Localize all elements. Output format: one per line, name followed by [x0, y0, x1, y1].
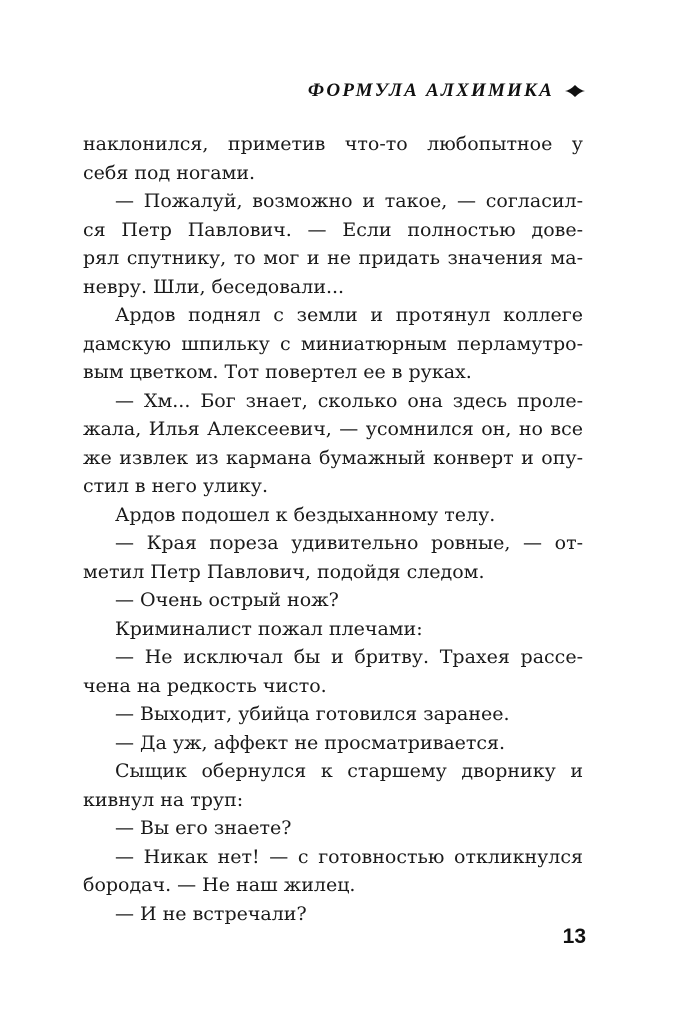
text-line: чена на редкость чисто.	[83, 674, 327, 697]
text-line: бородач. — Не наш жилец.	[83, 874, 356, 896]
page-number: 13	[562, 925, 586, 948]
text-line: — Да уж, аффект не просматривается.	[115, 731, 506, 754]
text-line: — Очень острый нож?	[115, 589, 339, 611]
text-line: — Вы его знаете?	[115, 817, 292, 839]
text-line: — Края пореза удивительно ровные, — от-	[115, 532, 583, 554]
text-line: — Хм... Бог знает, сколько она здесь проле-	[115, 389, 583, 412]
text-line: Сыщик обернулся к старшему дворнику и	[115, 760, 583, 782]
text-line: — Выходит, убийца готовился заранее.	[115, 703, 510, 725]
text-line: стил в него улику.	[83, 475, 269, 497]
text-line: наклонился, приметив что-то любопытное у	[83, 133, 583, 155]
text-line: невру. Шли, беседовали...	[83, 275, 345, 298]
text-line: кивнул на труп:	[83, 788, 244, 811]
text-line: — Не исключал бы и бритву. Трахея рассе-	[115, 646, 583, 668]
running-head	[308, 80, 586, 102]
text-line: себя под ногами.	[83, 161, 256, 184]
text-line: рял спутнику, то мог и не придать значения ма-	[83, 247, 583, 269]
diamond-fleuron-icon	[564, 84, 586, 98]
text-line: — Никак нет! — с готовностью откликнулся	[115, 845, 583, 868]
text-line: жала, Илья Алексеевич, — усомнился он, но все	[83, 418, 583, 440]
text-line: вым цветком. Тот повертел ее в руках.	[83, 361, 472, 383]
running-title: ФОРМУЛА АЛХИМИКА	[307, 80, 554, 101]
text-line: метил Петр Павлович, подойдя следом.	[83, 560, 485, 583]
body-text	[83, 130, 583, 928]
text-line: — Пожалуй, возможно и такое, — согласил-	[115, 190, 583, 212]
text-line: Криминалист пожал плечами:	[115, 617, 423, 640]
text-line: же извлек из кармана бумажный конверт и опу-	[83, 446, 583, 469]
text-line: ся Петр Павлович. — Если полностью дове-	[83, 218, 583, 241]
text-line: Ардов подошел к бездыханному телу.	[115, 503, 496, 526]
text-line: дамскую шпильку с миниатюрным перламутро-	[83, 332, 583, 355]
text-line: Ардов поднял с земли и протянул коллеге	[115, 304, 583, 326]
text-line: — И не встречали?	[115, 902, 307, 925]
